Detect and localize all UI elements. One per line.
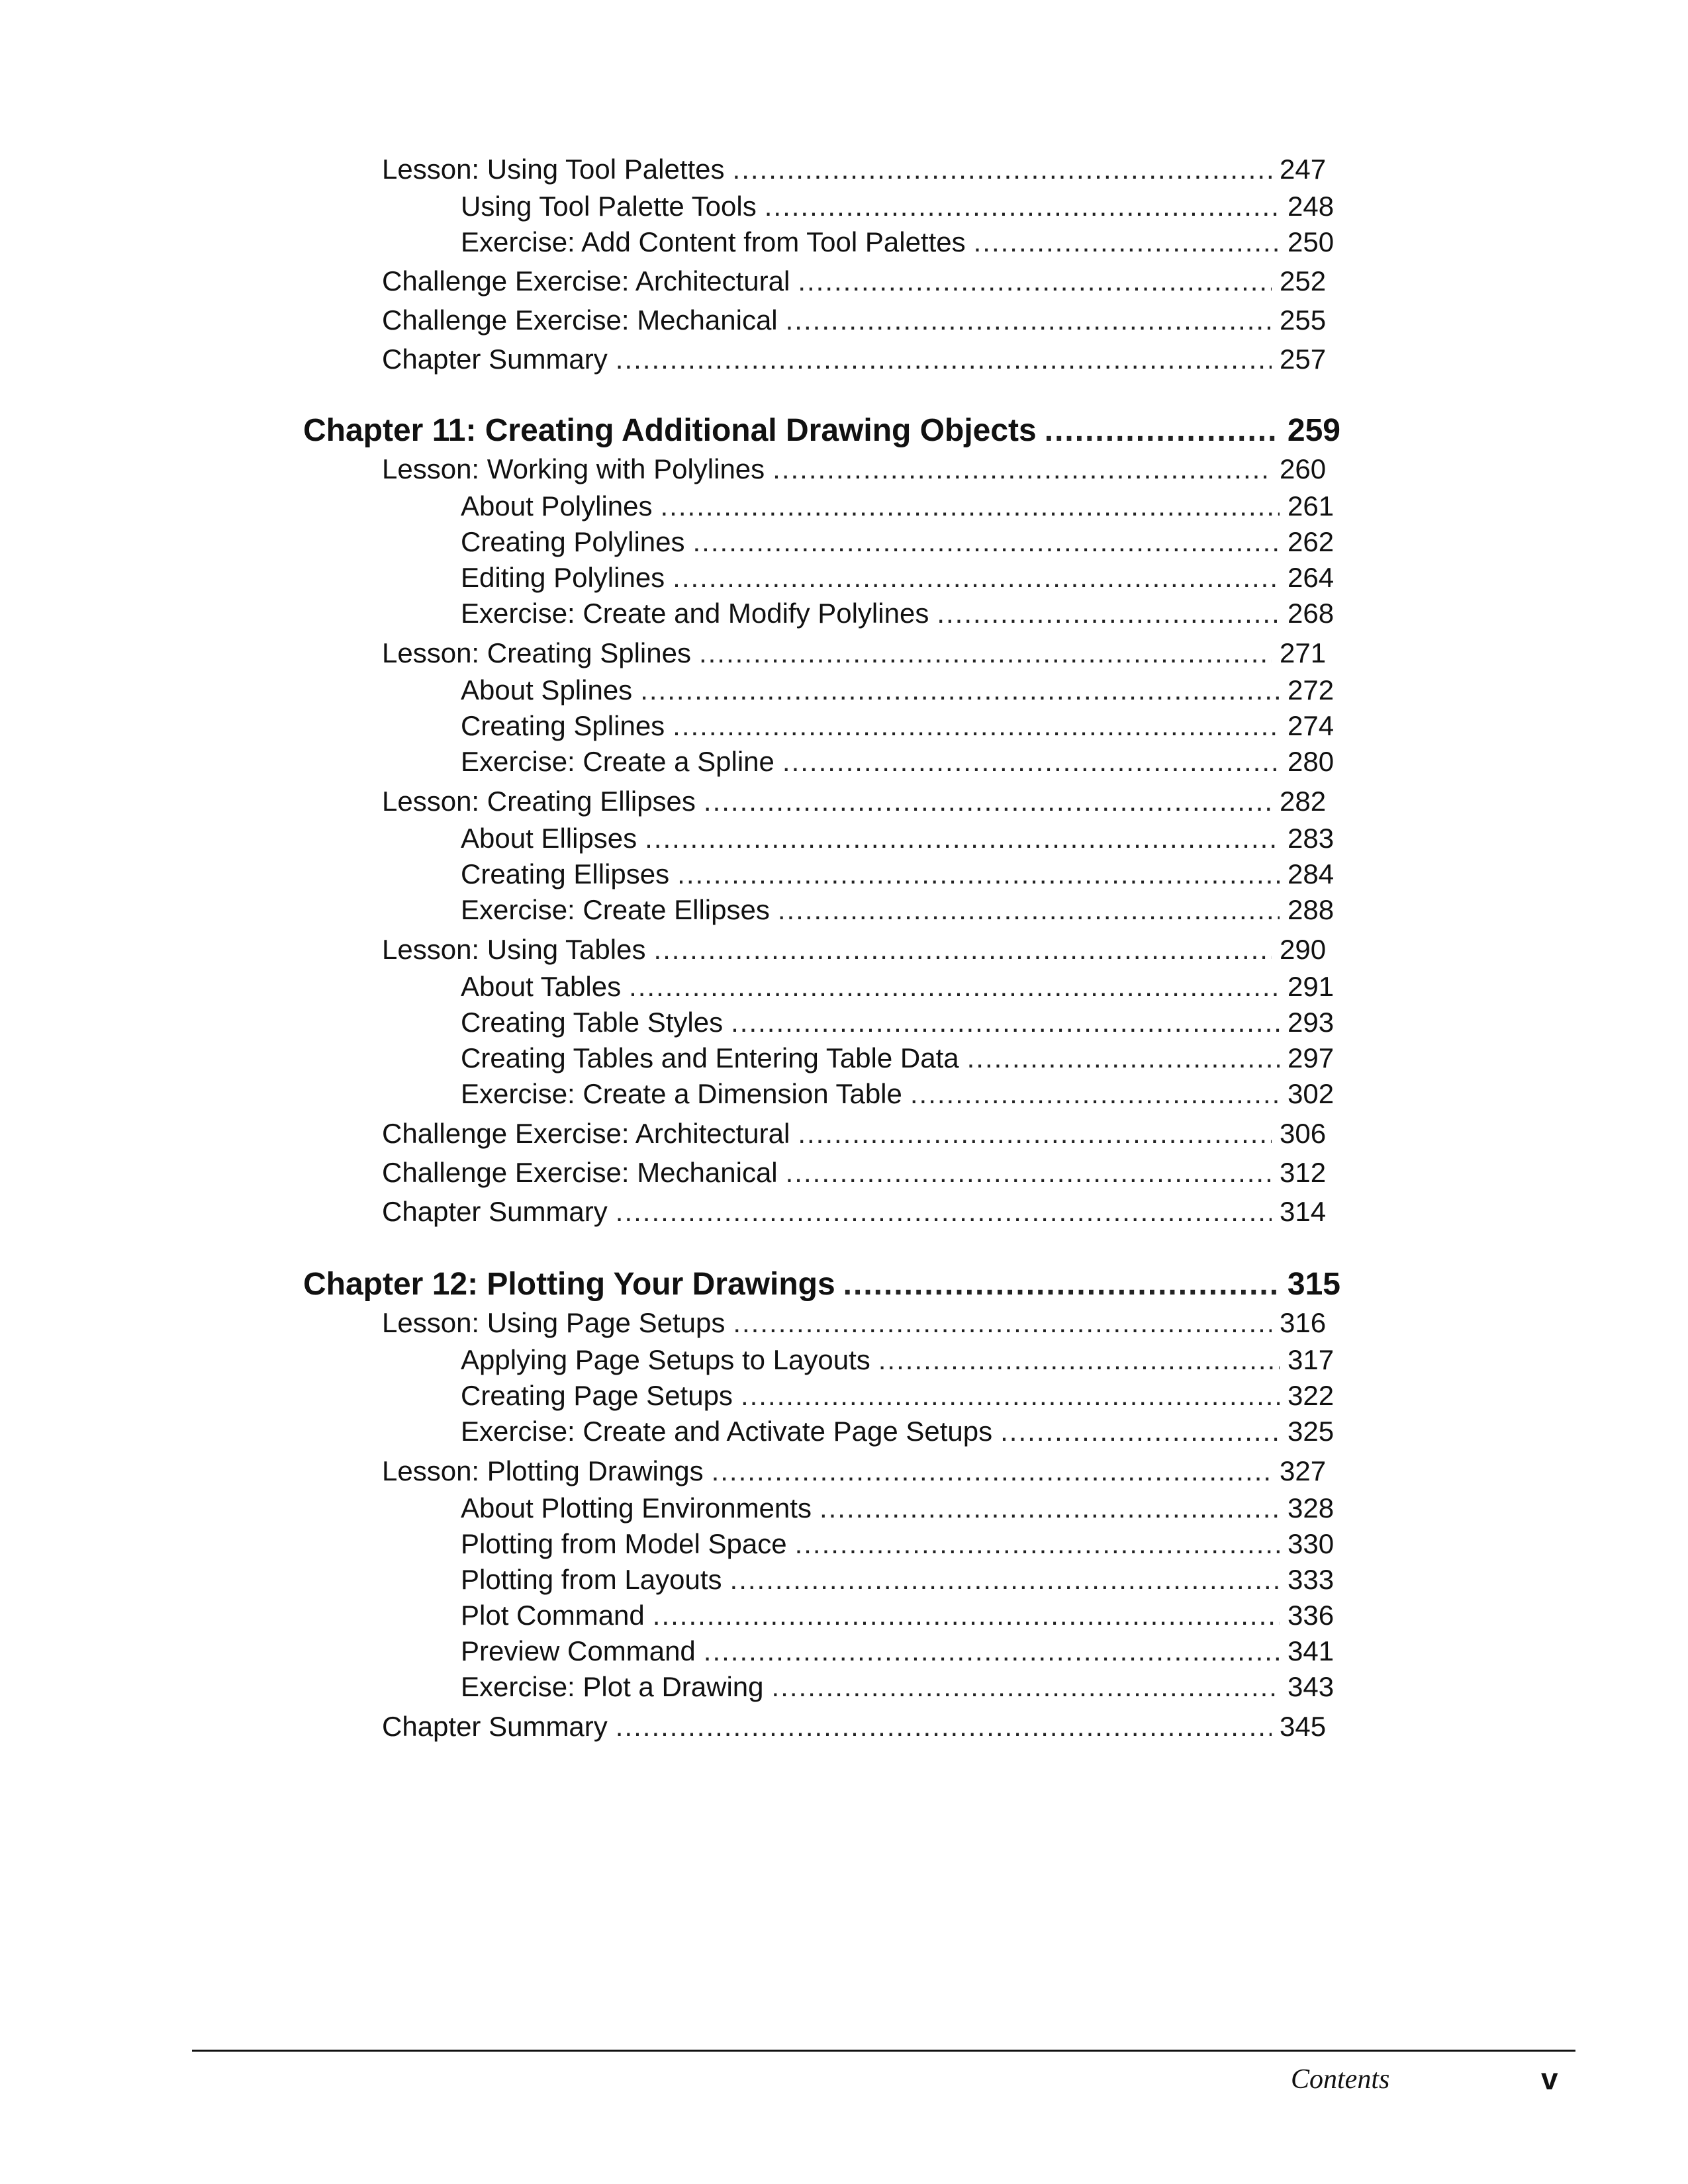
toc-dot-leader bbox=[772, 1668, 1280, 1706]
toc-subentry[interactable] bbox=[461, 1040, 1340, 1077]
toc-entry-title: Creating Page Setups bbox=[461, 1380, 733, 1411]
toc-entry-page-number: 336 bbox=[1288, 1600, 1335, 1631]
toc-entry-title: Plotting from Model Space bbox=[461, 1528, 787, 1559]
footer-page-number: v bbox=[1541, 2062, 1558, 2096]
toc-lesson-entry[interactable] bbox=[382, 1193, 1333, 1230]
toc-entry-page-number: 264 bbox=[1288, 562, 1335, 593]
toc-dot-leader bbox=[712, 1453, 1272, 1490]
toc-lesson-entry[interactable] bbox=[382, 1154, 1333, 1191]
toc-dot-leader bbox=[798, 263, 1272, 300]
toc-entry-title: Lesson: Working with Polylines bbox=[382, 453, 765, 484]
toc-entry-title: Chapter 12: Plotting Your Drawings bbox=[303, 1267, 835, 1302]
toc-dot-leader bbox=[1045, 410, 1280, 452]
toc-dot-leader bbox=[765, 188, 1280, 225]
toc-entry-page-number: 284 bbox=[1288, 858, 1335, 889]
toc-dot-leader bbox=[673, 707, 1280, 745]
toc-dot-leader bbox=[616, 1193, 1272, 1230]
toc-entry-page-number: 247 bbox=[1280, 154, 1327, 185]
toc-subentry[interactable] bbox=[461, 1561, 1340, 1598]
toc-subentry[interactable] bbox=[461, 1342, 1340, 1379]
toc-entry-page-number: 291 bbox=[1288, 971, 1335, 1002]
toc-dot-leader bbox=[730, 1561, 1280, 1598]
toc-entry-title: Chapter Summary bbox=[382, 343, 608, 375]
toc-entry-page-number: 330 bbox=[1288, 1528, 1335, 1559]
toc-entry-page-number: 283 bbox=[1288, 823, 1335, 854]
toc-entry-title: Plot Command bbox=[461, 1600, 645, 1631]
toc-entry-page-number: 255 bbox=[1280, 304, 1327, 336]
toc-entry-title: Creating Ellipses bbox=[461, 858, 670, 889]
toc-subentry[interactable] bbox=[461, 891, 1340, 929]
toc-lesson-entry[interactable] bbox=[382, 783, 1333, 820]
toc-entry-page-number: 261 bbox=[1288, 490, 1335, 522]
toc-entry-page-number: 306 bbox=[1280, 1118, 1327, 1149]
toc-entry-page-number: 271 bbox=[1280, 637, 1327, 668]
toc-entry-title: About Ellipses bbox=[461, 823, 637, 854]
toc-entry-title: Exercise: Plot a Drawing bbox=[461, 1671, 764, 1702]
footer-section-label: Contents bbox=[1291, 2064, 1390, 2095]
toc-dot-leader bbox=[699, 635, 1272, 672]
toc-chapter-entry[interactable] bbox=[303, 410, 1340, 452]
toc-subentry[interactable] bbox=[461, 968, 1340, 1005]
toc-dot-leader bbox=[704, 783, 1272, 820]
toc-entry-page-number: 282 bbox=[1280, 786, 1327, 817]
toc-entry-title: Exercise: Create Ellipses bbox=[461, 894, 770, 925]
toc-entry-title: Exercise: Create a Spline bbox=[461, 746, 774, 777]
toc-entry-page-number: 343 bbox=[1288, 1671, 1335, 1702]
toc-lesson-entry[interactable] bbox=[382, 1304, 1333, 1342]
toc-entry-title: Plotting from Layouts bbox=[461, 1564, 722, 1595]
toc-subentry[interactable] bbox=[461, 188, 1340, 225]
toc-entry-page-number: 345 bbox=[1280, 1711, 1327, 1742]
toc-entry-page-number: 314 bbox=[1280, 1196, 1327, 1227]
toc-subentry[interactable] bbox=[461, 1490, 1340, 1527]
toc-entry-page-number: 327 bbox=[1280, 1455, 1327, 1486]
toc-entry-page-number: 262 bbox=[1288, 526, 1335, 557]
toc-dot-leader bbox=[773, 451, 1272, 488]
toc-subentry[interactable] bbox=[461, 743, 1340, 780]
toc-subentry[interactable] bbox=[461, 1668, 1340, 1706]
toc-lesson-entry[interactable] bbox=[382, 451, 1333, 488]
toc-dot-leader bbox=[704, 1633, 1280, 1670]
toc-entry-title: About Tables bbox=[461, 971, 622, 1002]
toc-dot-leader bbox=[653, 931, 1272, 968]
toc-dot-leader bbox=[661, 488, 1280, 525]
toc-entry-title: About Polylines bbox=[461, 490, 653, 522]
toc-entry-title: Creating Polylines bbox=[461, 526, 685, 557]
toc-lesson-entry[interactable] bbox=[382, 635, 1333, 672]
toc-subentry[interactable] bbox=[461, 1377, 1340, 1414]
toc-entry-title: Exercise: Add Content from Tool Palettes bbox=[461, 226, 966, 257]
toc-entry-page-number: 274 bbox=[1288, 710, 1335, 741]
toc-entry-page-number: 325 bbox=[1288, 1416, 1335, 1447]
toc-dot-leader bbox=[937, 595, 1280, 632]
toc-entry-page-number: 290 bbox=[1280, 934, 1327, 965]
toc-entry-page-number: 317 bbox=[1288, 1344, 1335, 1375]
toc-subentry[interactable] bbox=[461, 1633, 1340, 1670]
toc-entry-title: Applying Page Setups to Layouts bbox=[461, 1344, 870, 1375]
toc-dot-leader bbox=[673, 559, 1280, 596]
toc-dot-leader bbox=[798, 1115, 1272, 1152]
toc-subentry[interactable] bbox=[461, 595, 1340, 632]
toc-entry-page-number: 288 bbox=[1288, 894, 1335, 925]
toc-dot-leader bbox=[820, 1490, 1280, 1527]
toc-entry-title: Lesson: Using Page Setups bbox=[382, 1307, 726, 1338]
toc-subentry[interactable] bbox=[461, 1075, 1340, 1113]
toc-subentry[interactable] bbox=[461, 856, 1340, 893]
toc-entry-title: Lesson: Plotting Drawings bbox=[382, 1455, 704, 1486]
toc-dot-leader bbox=[616, 341, 1272, 378]
toc-dot-leader bbox=[693, 523, 1280, 561]
toc-entry-page-number: 248 bbox=[1288, 191, 1335, 222]
toc-lesson-entry[interactable] bbox=[382, 302, 1333, 339]
toc-entry-page-number: 257 bbox=[1280, 343, 1327, 375]
toc-entry-page-number: 333 bbox=[1288, 1564, 1335, 1595]
toc-entry-page-number: 315 bbox=[1287, 1267, 1340, 1302]
toc-dot-leader bbox=[778, 891, 1280, 929]
toc-entry-page-number: 328 bbox=[1288, 1492, 1335, 1524]
toc-entry-title: Exercise: Create and Activate Page Setups bbox=[461, 1416, 993, 1447]
toc-subentry[interactable] bbox=[461, 224, 1340, 261]
toc-subentry[interactable] bbox=[461, 488, 1340, 525]
toc-lesson-entry[interactable] bbox=[382, 1115, 1333, 1152]
toc-subentry[interactable] bbox=[461, 1597, 1340, 1634]
toc-entry-title: Challenge Exercise: Mechanical bbox=[382, 304, 778, 336]
toc-entry-title: Lesson: Using Tables bbox=[382, 934, 646, 965]
toc-entry-title: Exercise: Create a Dimension Table bbox=[461, 1078, 902, 1109]
toc-dot-leader bbox=[645, 820, 1280, 857]
toc-subentry[interactable] bbox=[461, 672, 1340, 709]
toc-entry-page-number: 268 bbox=[1288, 598, 1335, 629]
toc-entry-page-number: 312 bbox=[1280, 1157, 1327, 1188]
toc-entry-title: Lesson: Using Tool Palettes bbox=[382, 154, 725, 185]
toc-entry-title: Chapter Summary bbox=[382, 1196, 608, 1227]
toc-dot-leader bbox=[878, 1342, 1280, 1379]
toc-subentry[interactable] bbox=[461, 707, 1340, 745]
toc-chapter-entry[interactable] bbox=[303, 1263, 1340, 1306]
toc-entry-title: Creating Splines bbox=[461, 710, 665, 741]
toc-entry-title: Lesson: Creating Ellipses bbox=[382, 786, 696, 817]
toc-entry-page-number: 322 bbox=[1288, 1380, 1335, 1411]
toc-lesson-entry[interactable] bbox=[382, 151, 1333, 188]
toc-entry-title: Preview Command bbox=[461, 1635, 696, 1666]
toc-entry-title: Editing Polylines bbox=[461, 562, 665, 593]
toc-entry-title: Challenge Exercise: Mechanical bbox=[382, 1157, 778, 1188]
toc-dot-leader bbox=[843, 1263, 1280, 1306]
toc-entry-title: Using Tool Palette Tools bbox=[461, 191, 757, 222]
toc-subentry[interactable] bbox=[461, 1413, 1340, 1450]
toc-entry-page-number: 302 bbox=[1288, 1078, 1335, 1109]
toc-entry-title: Lesson: Creating Splines bbox=[382, 637, 691, 668]
toc-subentry[interactable] bbox=[461, 1525, 1340, 1563]
toc-subentry[interactable] bbox=[461, 559, 1340, 596]
toc-lesson-entry[interactable] bbox=[382, 341, 1333, 378]
toc-subentry[interactable] bbox=[461, 820, 1340, 857]
toc-dot-leader bbox=[910, 1075, 1280, 1113]
toc-dot-leader bbox=[974, 224, 1280, 261]
toc-dot-leader bbox=[782, 743, 1280, 780]
toc-entry-page-number: 272 bbox=[1288, 674, 1335, 705]
toc-dot-leader bbox=[616, 1708, 1272, 1745]
toc-dot-leader bbox=[733, 1304, 1272, 1342]
toc-entry-title: Creating Tables and Entering Table Data bbox=[461, 1042, 959, 1073]
toc-subentry[interactable] bbox=[461, 523, 1340, 561]
toc-dot-leader bbox=[731, 1004, 1280, 1041]
toc-subentry[interactable] bbox=[461, 1004, 1340, 1041]
toc-entry-title: Challenge Exercise: Architectural bbox=[382, 265, 790, 296]
toc-lesson-entry[interactable] bbox=[382, 263, 1333, 300]
toc-lesson-entry[interactable] bbox=[382, 1708, 1333, 1745]
toc-entry-title: Exercise: Create and Modify Polylines bbox=[461, 598, 929, 629]
toc-entry-page-number: 260 bbox=[1280, 453, 1327, 484]
toc-entry-page-number: 293 bbox=[1288, 1007, 1335, 1038]
footer-rule bbox=[192, 2050, 1575, 2052]
toc-entry-title: About Splines bbox=[461, 674, 633, 705]
toc-entry-page-number: 280 bbox=[1288, 746, 1335, 777]
toc-lesson-entry[interactable] bbox=[382, 931, 1333, 968]
toc-entry-page-number: 259 bbox=[1287, 413, 1340, 448]
toc-dot-leader bbox=[741, 1377, 1280, 1414]
toc-entry-title: About Plotting Environments bbox=[461, 1492, 812, 1524]
toc-entry-title: Chapter Summary bbox=[382, 1711, 608, 1742]
toc-entry-page-number: 252 bbox=[1280, 265, 1327, 296]
toc-entry-page-number: 316 bbox=[1280, 1307, 1327, 1338]
toc-dot-leader bbox=[795, 1525, 1280, 1563]
toc-dot-leader bbox=[1000, 1413, 1280, 1450]
toc-dot-leader bbox=[629, 968, 1280, 1005]
toc-entry-page-number: 297 bbox=[1288, 1042, 1335, 1073]
toc-entry-page-number: 341 bbox=[1288, 1635, 1335, 1666]
toc-entry-title: Chapter 11: Creating Additional Drawing Objects bbox=[303, 413, 1037, 448]
toc-dot-leader bbox=[640, 672, 1280, 709]
toc-entry-title: Challenge Exercise: Architectural bbox=[382, 1118, 790, 1149]
toc-entry-title: Creating Table Styles bbox=[461, 1007, 724, 1038]
toc-entry-page-number: 250 bbox=[1288, 226, 1335, 257]
toc-dot-leader bbox=[653, 1597, 1280, 1634]
toc-lesson-entry[interactable] bbox=[382, 1453, 1333, 1490]
toc-dot-leader bbox=[733, 151, 1272, 188]
toc-dot-leader bbox=[967, 1040, 1280, 1077]
toc-dot-leader bbox=[786, 302, 1272, 339]
toc-dot-leader bbox=[677, 856, 1280, 893]
toc-dot-leader bbox=[786, 1154, 1272, 1191]
